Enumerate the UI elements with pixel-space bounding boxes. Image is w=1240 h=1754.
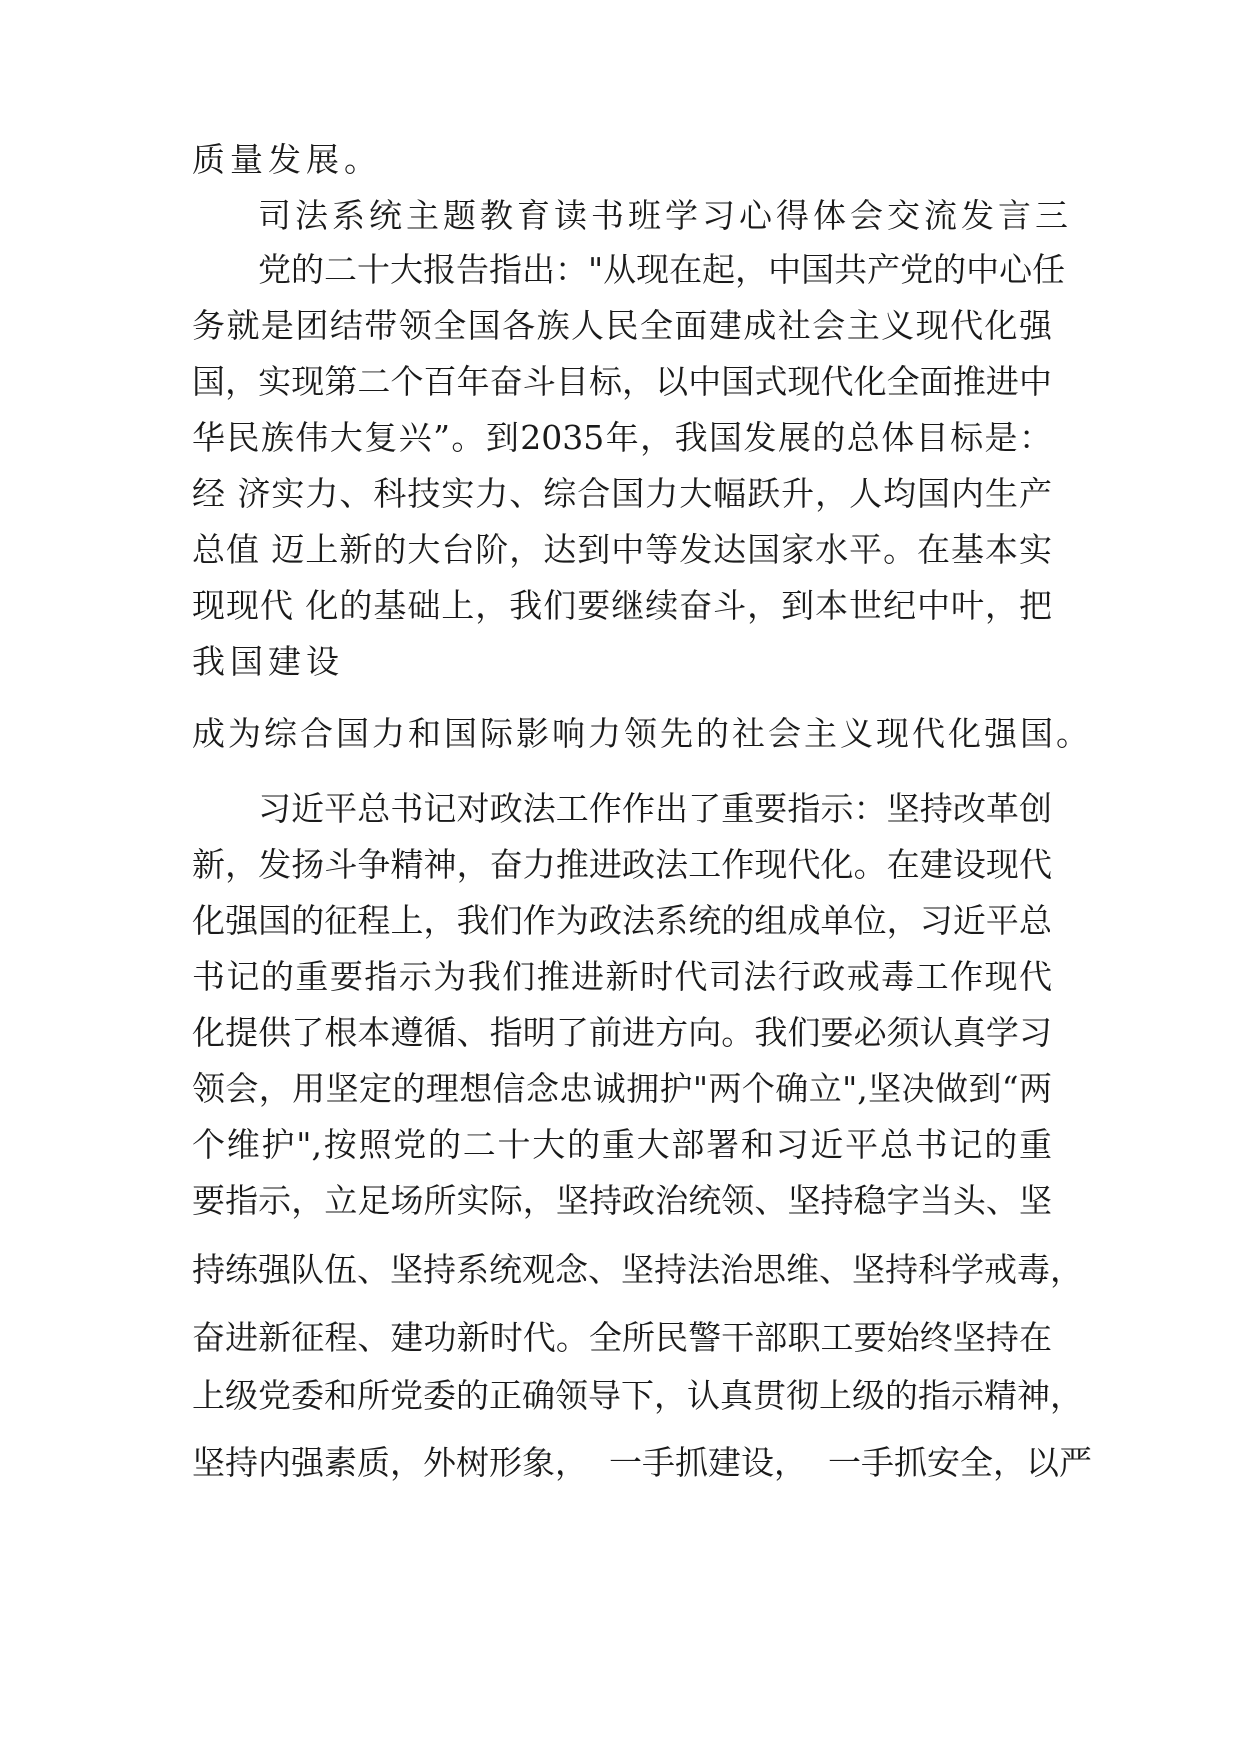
paragraph-2-line-4: 书记的重要指示为我们推进新时代司法行政戒毒工作现代: [192, 957, 1052, 996]
section-heading: 司法系统主题教育读书班学习心得体会交流发言三: [258, 196, 1072, 235]
paragraph-1-line-5: 经 济实力、科技实力、综合国力大幅跃升，人均国内生产: [192, 474, 1052, 513]
paragraph-1-line-8: 我国建设: [192, 642, 344, 681]
paragraph-2-line-10: 奋进新征程、建功新时代。全所民警干部职工要始终坚持在: [192, 1318, 1052, 1357]
paragraph-2-line-5: 化提供了根本遵循、指明了前进方向。我们要必须认真学习: [192, 1013, 1052, 1052]
paragraph-2-line-1: 习近平总书记对政法工作作出了重要指示：坚持改革创: [258, 789, 1052, 828]
paragraph-1-line-3: 国，实现第二个百年奋斗目标，以中国式现代化全面推进中: [192, 362, 1052, 401]
paragraph-1-line-1: 党的二十大报告指出："从现在起，中国共产党的中心任: [258, 250, 1066, 289]
paragraph-2-line-3: 化强国的征程上，我们作为政法系统的组成单位，习近平总: [192, 901, 1052, 940]
paragraph-2-line-9: 持练强队伍、坚持系统观念、坚持法治思维、坚持科学戒毒，: [192, 1250, 1083, 1289]
paragraph-2-line-12: 坚持内强素质，外树形象， 一手抓建设， 一手抓安全，以严: [192, 1443, 1092, 1482]
paragraph-1-line-6: 总值 迈上新的大台阶，达到中等发达国家水平。在基本实: [192, 530, 1052, 569]
paragraph-2-line-11: 上级党委和所党委的正确领导下，认真贯彻上级的指示精神，: [192, 1376, 1083, 1415]
paragraph-1-line-9: 成为综合国力和国际影响力领先的社会主义现代化强国。: [192, 714, 1092, 753]
text-line-continuation: 质量发展。: [192, 140, 382, 179]
paragraph-1-line-2: 务就是团结带领全国各族人民全面建成社会主义现代化强: [192, 306, 1052, 345]
paragraph-1-line-4: 华民族伟大复兴”。到2035年，我国发展的总体目标是：: [192, 418, 1052, 457]
paragraph-1-line-7: 现现代 化的基础上，我们要继续奋斗，到本世纪中叶，把: [192, 586, 1052, 625]
paragraph-2-line-2: 新，发扬斗争精神，奋力推进政法工作现代化。在建设现代: [192, 845, 1052, 884]
paragraph-2-line-6: 领会，用坚定的理想信念忠诚拥护"两个确立",坚决做到“两: [192, 1069, 1052, 1108]
paragraph-2-line-7: 个维护",按照党的二十大的重大部署和习近平总书记的重: [192, 1125, 1052, 1164]
paragraph-2-line-8: 要指示，立足场所实际，坚持政治统领、坚持稳字当头、坚: [192, 1181, 1052, 1220]
